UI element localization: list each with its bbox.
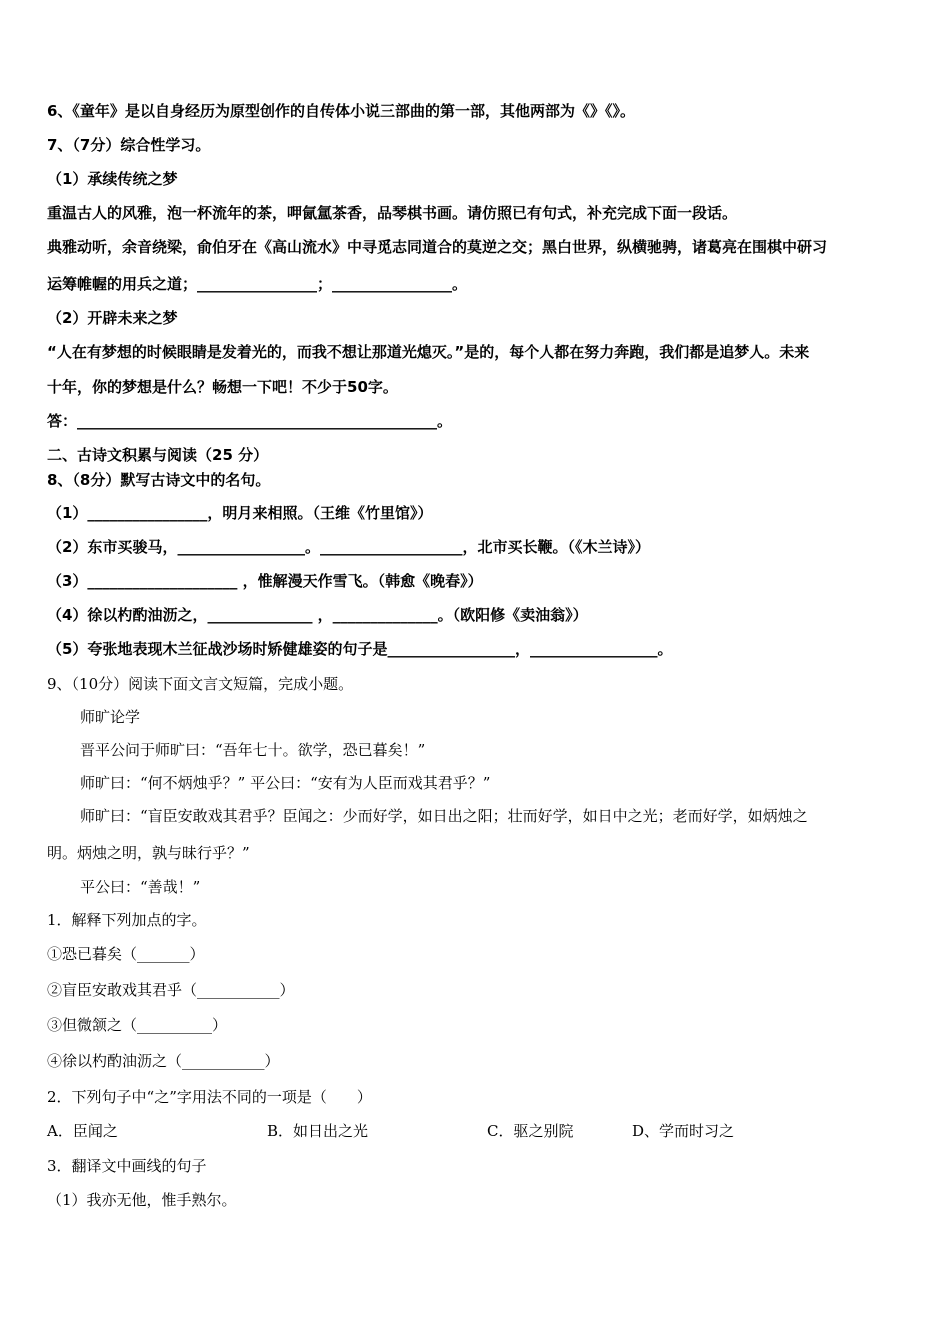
sub-question-1-item: ④徐以杓酌油沥之（___________）: [47, 1052, 280, 1070]
sub-question-1-item: ①恐已暮矣（_______）: [47, 945, 205, 963]
question-8-item: （2）东市买骏马，_________________。___________________，北市买长鞭。（《木兰诗》）: [47, 538, 650, 556]
option-d: D、学而时习之: [632, 1122, 735, 1140]
question-8-title: 8、（8分）默写古诗文中的名句。: [47, 471, 271, 489]
question-8-item: （3）____________________ ，惟解漫天作雪飞。（韩愈《晚春》）: [47, 572, 483, 590]
question-7-part1-line1: 典雅动听，余音绕梁，俞伯牙在《高山流水》中寻觅志同道合的莫逆之交；黑白世界，纵横驰骋，诸葛亮在围棋中研习: [47, 238, 828, 256]
question-7-part1-line2: 运筹帷幄的用兵之道；________________；________________。: [47, 275, 468, 293]
passage-line: 师旷曰：“盲臣安敢戏其君乎？臣闻之：少而好学，如日出之阳；壮而好学，如日中之光；老而好学，如炳烛之: [80, 807, 808, 825]
question-7-answer-line: 答：________________________________________________。: [47, 412, 453, 430]
question-7-part2-line1: “人在有梦想的时候眼睛是发着光的，而我不想让那道光熄灭。”是的，每个人都在努力奔跑，我们都是追梦人。未来: [47, 343, 810, 361]
question-8-item: （5）夸张地表现木兰征战沙场时矫健雄姿的句子是_________________，_________________。: [47, 640, 673, 658]
passage-title: 师旷论学: [80, 708, 141, 726]
question-7-title: 7、（7分）综合性学习。: [47, 136, 211, 154]
option-b: B．如日出之光: [267, 1122, 369, 1140]
sub-question-2-title: 2．下列句子中“之”字用法不同的一项是（ ）: [47, 1088, 372, 1106]
question-7-part1-heading: （1）承续传统之梦: [47, 170, 178, 188]
sub-question-1-title: 1．解释下列加点的字。: [47, 911, 207, 929]
option-a: A．臣闻之: [47, 1122, 118, 1140]
question-7-part2-heading: （2）开辟未来之梦: [47, 309, 178, 327]
question-8-item: （1）________________，明月来相照。（王维《竹里馆》）: [47, 504, 433, 522]
passage-line: 师旷曰：“何不炳烛乎？” 平公曰：“安有为人臣而戏其君乎？”: [80, 774, 491, 792]
question-7-part1-intro: 重温古人的风雅，泡一杯流年的茶，呷氤氲茶香，品琴棋书画。请仿照已有句式，补充完成下面一段话。: [47, 204, 738, 222]
sub-question-1-item: ②盲臣安敢戏其君乎（___________）: [47, 981, 295, 999]
option-c: C．驱之别院: [487, 1122, 574, 1140]
passage-line: 明。炳烛之明，孰与昧行乎？”: [47, 844, 250, 862]
question-6: 6、《童年》是以自身经历为原型创作的自传体小说三部曲的第一部，其他两部为《》《》。: [47, 102, 635, 120]
passage-line: 平公曰：“善哉！”: [80, 878, 201, 896]
sub-question-3-item: （1）我亦无他，惟手熟尔。: [47, 1191, 237, 1209]
sub-question-3-title: 3．翻译文中画线的句子: [47, 1157, 207, 1175]
section-2-heading: 二、古诗文积累与阅读（25 分）: [47, 446, 269, 464]
question-8-item: （4）徐以杓酌油沥之，______________ ，______________。（欧阳修《卖油翁》）: [47, 606, 588, 624]
question-9-title: 9、（10分）阅读下面文言文短篇，完成小题。: [47, 675, 354, 693]
question-7-part2-line2: 十年，你的梦想是什么？畅想一下吧！不少于50字。: [47, 378, 398, 396]
sub-question-1-item: ③但微颔之（__________）: [47, 1016, 228, 1034]
passage-line: 晋平公问于师旷曰：“吾年七十。欲学，恐已暮矣！”: [80, 741, 426, 759]
